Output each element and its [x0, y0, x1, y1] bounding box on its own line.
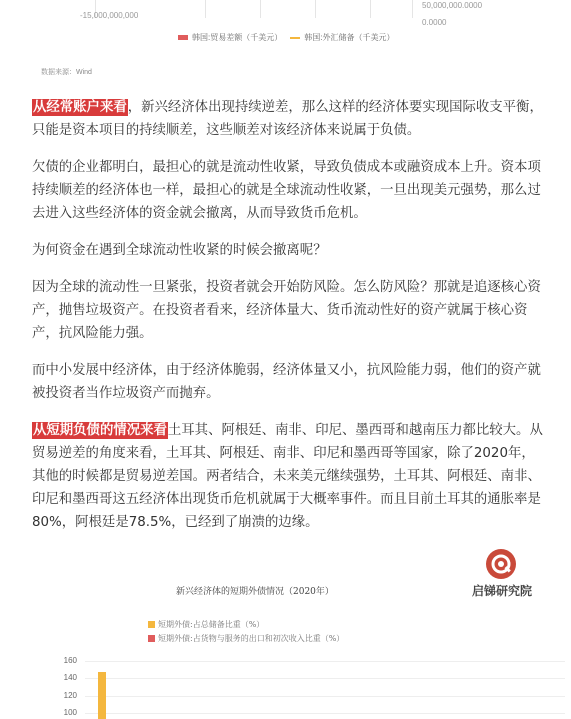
paragraph-text: ，新兴经济体出现持续逆差，那么这样的经济体要实现国际收支平衡，只能是资本项目的持续顺差，这些顺差对该经济体来说属于负债。 — [32, 100, 543, 138]
legend-label: 短期外债:占总储备比重（%） — [158, 620, 265, 629]
logo-text: 启锑研究院 — [472, 584, 533, 598]
legend-swatch-red — [148, 635, 155, 642]
paragraph — [32, 276, 544, 345]
paragraph — [32, 96, 544, 142]
legend-swatch-orange — [148, 621, 155, 628]
highlight-phrase: 从短期负债的情况来看 — [33, 423, 167, 438]
y-tick-label: 120 — [63, 690, 77, 700]
y-tick-label: 140 — [63, 673, 77, 683]
left-axis-tick: -15,000,000,000 — [80, 11, 139, 20]
chart-gridline — [205, 0, 206, 18]
chart-bar — [98, 672, 106, 719]
chart-gridline — [412, 0, 413, 18]
legend-swatch-orange — [290, 37, 300, 39]
logo-mark-icon — [486, 549, 516, 579]
paragraph — [32, 156, 544, 225]
chart-gridline — [85, 696, 565, 697]
chart-legend-item — [148, 619, 264, 630]
y-tick-label: 160 — [63, 656, 77, 666]
chart-gridline — [85, 661, 565, 662]
right-axis-tick-top: 50,000,000.0000 — [422, 1, 483, 10]
legend-label: 短期外债:占货物与服务的出口和初次收入比重（%） — [158, 634, 345, 643]
chart-legend-item — [148, 633, 344, 644]
chart-gridline — [315, 0, 316, 18]
highlight-phrase: 从经常账户来看 — [33, 100, 127, 115]
bottom-chart — [63, 577, 563, 717]
paragraph-text: 为何资金在遇到全球流动性收紧的时候会撤离呢？ — [32, 243, 327, 258]
source-note: 数据来源：Wind — [41, 69, 92, 76]
y-tick-label: 100 — [63, 707, 77, 717]
legend-swatch-red — [178, 35, 188, 40]
legend-label: 韩国:外汇储备（千美元） — [304, 33, 395, 42]
chart-gridline — [85, 713, 565, 714]
chart-gridline — [85, 678, 565, 679]
chart-title: 新兴经济体的短期外债情况（2020年） — [176, 587, 334, 597]
paragraph — [32, 239, 544, 262]
right-axis-tick-bottom: 0.0000 — [422, 18, 447, 27]
paragraph-text: 欠债的企业都明白，最担心的就是流动性收紧，导致负债成本或融资成本上升。资本项持续顺差的经济体也一样，最担心的就是全球流动性收紧，一旦出现美元强势，那么过去进入这些经济体的资金就会撤离，从而导致货币危机。 — [32, 160, 541, 221]
top-chart-legend — [178, 32, 394, 43]
paragraph-text: 而中小发展中经济体，由于经济体脆弱，经济体量又小，抗风险能力弱，他们的资产就被投资者当作垃圾资产而抛弃。 — [32, 363, 541, 401]
article-body — [32, 96, 544, 548]
legend-label: 韩国:贸易差额（千美元） — [192, 33, 283, 42]
paragraph — [32, 419, 544, 534]
paragraph — [32, 359, 544, 405]
chart-gridline — [370, 0, 371, 18]
chart-gridline — [260, 0, 261, 18]
top-chart-fragment — [0, 0, 571, 85]
paragraph-text: 因为全球的流动性一旦紧张，投资者就会开始防风险。怎么防风险？那就是追逐核心资产，抛售垃圾资产。在投资者看来，经济体量大、货币流动性好的资产就属于核心资产，抗风险能力强。 — [32, 280, 541, 341]
paragraph-text: 土耳其、阿根廷、南非、印尼、墨西哥和越南压力都比较大。从贸易逆差的角度来看，土耳其、阿根廷、南非、印尼和墨西哥等国家，除了2020年，其他的时候都是贸易逆差国。两者结合，未来美元继续强势，土耳其、阿根廷、南非、印尼和墨西哥这五经济体出现货币危机就属于大概率事件。而且目前土耳其的通胀率是80%，阿根廷是78.5%，已经到了崩溃的边缘。 — [32, 423, 543, 530]
